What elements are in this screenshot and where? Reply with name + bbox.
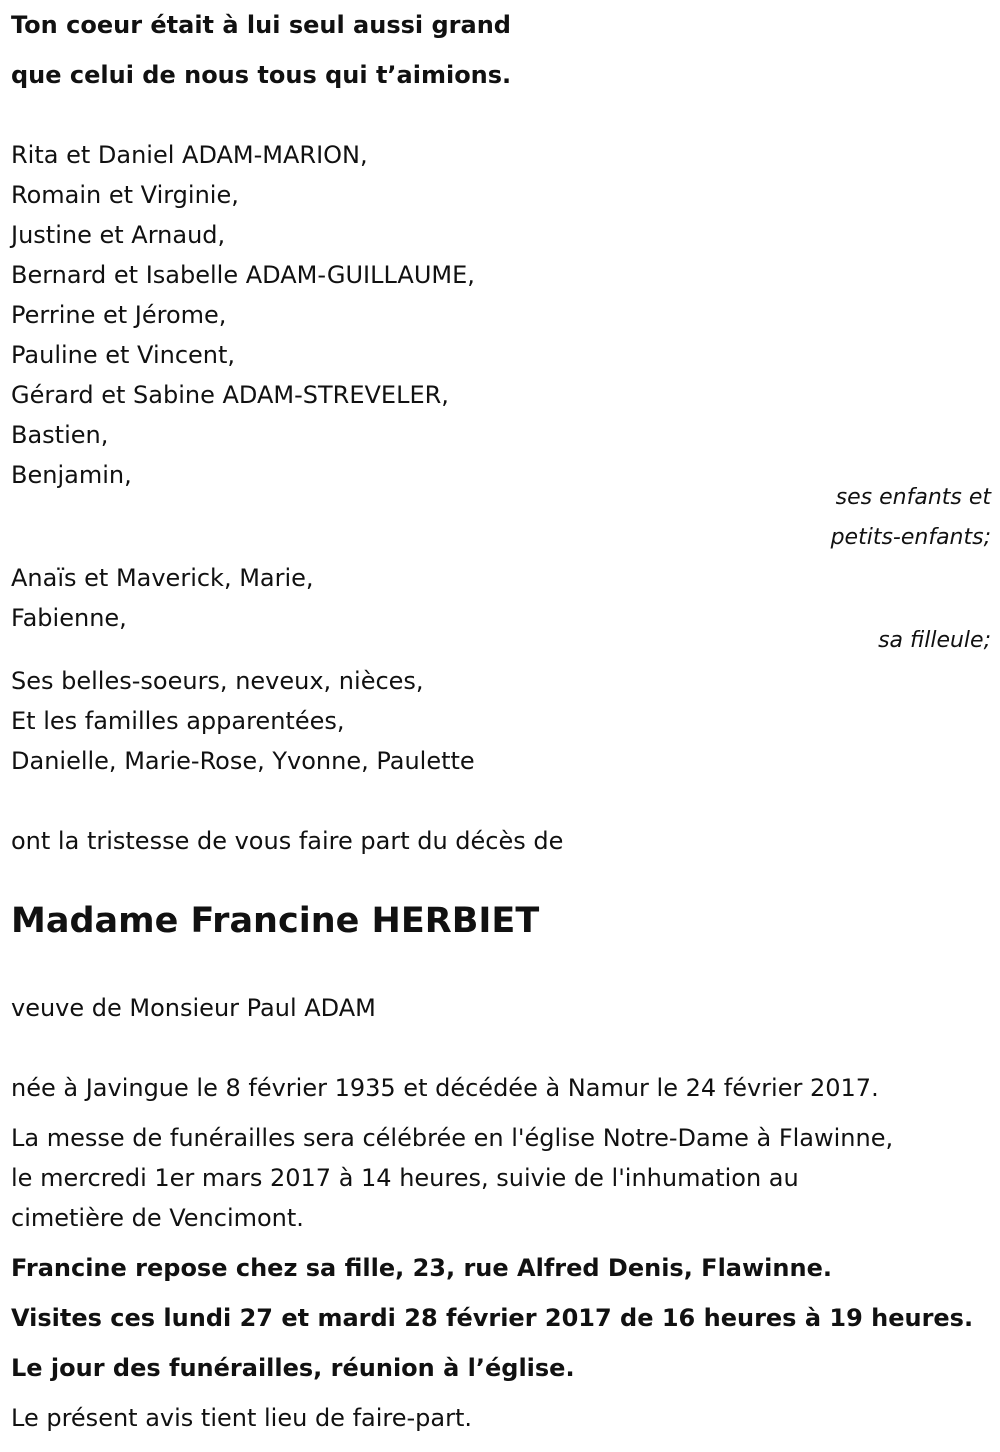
family-member: Justine et Arnaud, <box>11 221 226 249</box>
relation-label-grandchildren: petits-enfants; <box>830 525 991 550</box>
family-member: Pauline et Vincent, <box>11 341 236 369</box>
relation-label-children: ses enfants et <box>835 485 991 510</box>
family-member: Fabienne, <box>11 604 127 632</box>
family-member: Romain et Virginie, <box>11 181 239 209</box>
family-member: Benjamin, <box>11 461 132 489</box>
family-member: Bernard et Isabelle ADAM-GUILLAUME, <box>11 261 475 289</box>
birth-death-info: née à Javingue le 8 février 1935 et décédée à Namur le 24 février 2017. <box>11 1074 879 1102</box>
meeting-info: Le jour des funérailles, réunion à l’église. <box>11 1354 575 1382</box>
family-member: Bastien, <box>11 421 109 449</box>
deceased-name: Madame Francine HERBIET <box>11 901 540 941</box>
visits-info: Visites ces lundi 27 et mardi 28 février 2017 de 16 heures à 19 heures. <box>11 1304 974 1332</box>
family-member: Rita et Daniel ADAM-MARION, <box>11 141 368 169</box>
obituary-notice <box>11 0 991 1452</box>
funeral-details: La messe de funérailles sera célébrée en l'église Notre-Dame à Flawinne, <box>11 1124 894 1152</box>
repose-info: Francine repose chez sa fille, 23, rue Alfred Denis, Flawinne. <box>11 1254 832 1282</box>
relation-label-goddaughter: sa filleule; <box>878 628 991 653</box>
announcement-text: ont la tristesse de vous faire part du décès de <box>11 827 564 855</box>
epigraph-line-2: que celui de nous tous qui t’aimions. <box>11 61 512 89</box>
widow-of: veuve de Monsieur Paul ADAM <box>11 994 376 1022</box>
extended-family: Et les familles apparentées, <box>11 707 345 735</box>
funeral-details: cimetière de Vencimont. <box>11 1204 304 1232</box>
family-member: Gérard et Sabine ADAM-STREVELER, <box>11 381 449 409</box>
epigraph-line-1: Ton coeur était à lui seul aussi grand <box>11 11 511 39</box>
extended-family: Danielle, Marie-Rose, Yvonne, Paulette <box>11 747 475 775</box>
family-member: Perrine et Jérome, <box>11 301 227 329</box>
closing-note: Le présent avis tient lieu de faire-part. <box>11 1404 473 1432</box>
funeral-details: le mercredi 1er mars 2017 à 14 heures, suivie de l'inhumation au <box>11 1164 799 1192</box>
extended-family: Ses belles-soeurs, neveux, nièces, <box>11 667 424 695</box>
family-member: Anaïs et Maverick, Marie, <box>11 564 314 592</box>
